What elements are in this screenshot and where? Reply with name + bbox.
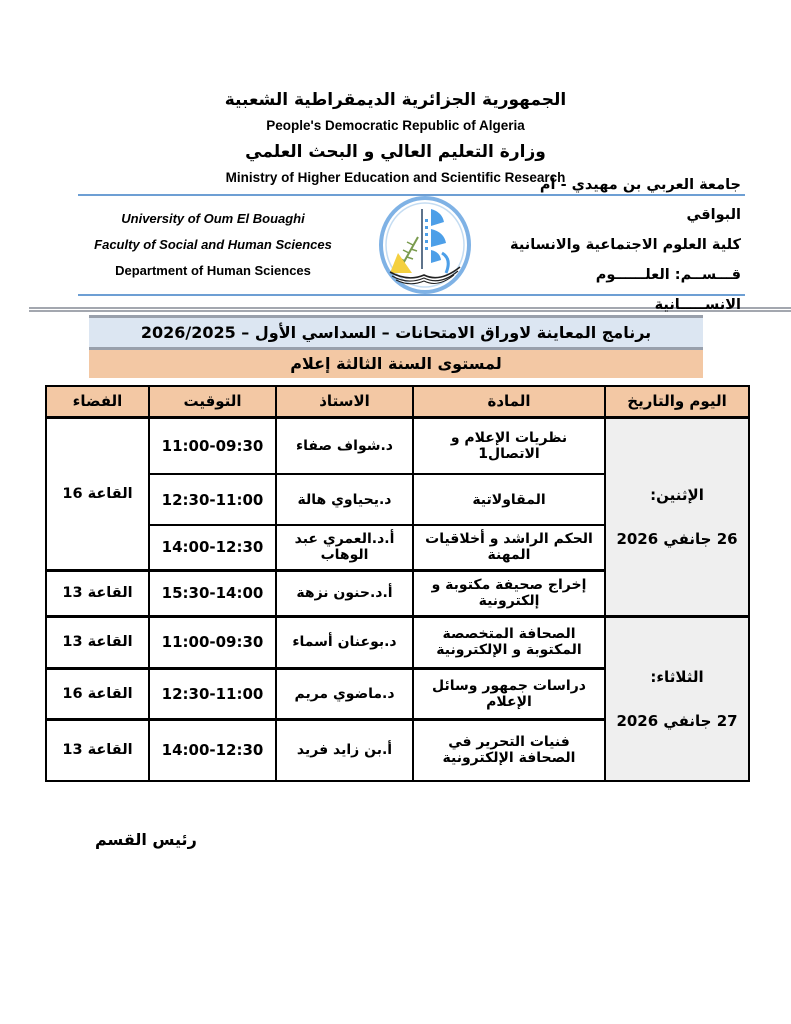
republic-title-arabic: الجمهورية الجزائرية الديمقراطية الشعبية bbox=[224, 90, 567, 110]
col-header-professor: الاستاذ bbox=[276, 386, 413, 417]
government-header bbox=[0, 0, 791, 185]
room-cell: القاعة 13 bbox=[46, 570, 149, 616]
col-header-room: الفضاء bbox=[46, 386, 149, 417]
day-date: 26 جانفي 2026 bbox=[616, 529, 738, 548]
faculty-name-arabic: كلية العلوم الاجتماعية والانسانية bbox=[510, 237, 741, 253]
professor-cell: أ.بن زايد فريد bbox=[276, 719, 413, 781]
professor-cell: أ.د.حنون نزهة bbox=[276, 570, 413, 616]
time-cell: 12:30-11:00 bbox=[149, 668, 276, 719]
republic-title-english: People's Democratic Republic of Algeria bbox=[266, 118, 525, 133]
time-cell: 12:30-11:00 bbox=[149, 474, 276, 525]
col-header-day-date: اليوم والتاريخ bbox=[605, 386, 749, 417]
institution-block-arabic bbox=[505, 170, 741, 320]
subject-cell: نظريات الإعلام و الاتصال1 bbox=[413, 417, 605, 474]
department-head-signature: رئيس القسم bbox=[95, 830, 197, 849]
subject-cell: الصحافة المتخصصة المكتوبة و الإلكترونية bbox=[413, 616, 605, 668]
room-cell: القاعة 13 bbox=[46, 719, 149, 781]
professor-cell: د.يحياوي هالة bbox=[276, 474, 413, 525]
room-cell: القاعة 16 bbox=[46, 417, 149, 570]
subject-cell: المقاولاتية bbox=[413, 474, 605, 525]
time-cell: 14:00-12:30 bbox=[149, 525, 276, 570]
ministry-title-english: Ministry of Higher Education and Scientific Research bbox=[225, 170, 566, 185]
table-header-row bbox=[46, 386, 749, 417]
level-title-bar: لمستوى السنة الثالثة إعلام bbox=[89, 347, 703, 378]
subject-cell: فنيات التحرير في الصحافة الإلكترونية bbox=[413, 719, 605, 781]
department-name-english: Department of Human Sciences bbox=[115, 263, 311, 278]
time-cell: 11:00-09:30 bbox=[149, 417, 276, 474]
professor-cell: د.بوعنان أسماء bbox=[276, 616, 413, 668]
time-cell: 14:00-12:30 bbox=[149, 719, 276, 781]
professor-cell: د.ماضوي مريم bbox=[276, 668, 413, 719]
faculty-name-english: Faculty of Social and Human Sciences bbox=[94, 237, 332, 252]
professor-cell: أ.د.العمري عبد الوهاب bbox=[276, 525, 413, 570]
table-row bbox=[46, 616, 749, 668]
col-header-subject: المادة bbox=[413, 386, 605, 417]
room-cell: القاعة 13 bbox=[46, 616, 149, 668]
university-logo bbox=[377, 195, 473, 295]
day-label: الإثنين: bbox=[650, 485, 704, 504]
institution-block-english bbox=[82, 206, 344, 284]
room-cell: القاعة 16 bbox=[46, 668, 149, 719]
university-logo-icon bbox=[378, 195, 472, 295]
university-name-english: University of Oum El Bouaghi bbox=[121, 211, 305, 226]
subject-cell: دراسات جمهور وسائل الإعلام bbox=[413, 668, 605, 719]
university-name-arabic: جامعة العربي بن مهيدي - أم البواقي bbox=[539, 177, 741, 223]
day-date: 27 جانفي 2026 bbox=[616, 711, 738, 730]
exam-schedule-table bbox=[45, 385, 750, 782]
table-row bbox=[46, 417, 749, 474]
professor-cell: د.شواف صفاء bbox=[276, 417, 413, 474]
time-cell: 11:00-09:30 bbox=[149, 616, 276, 668]
time-cell: 15:30-14:00 bbox=[149, 570, 276, 616]
ministry-title-arabic: وزارة التعليم العالي و البحث العلمي bbox=[245, 142, 546, 162]
subject-cell: إخراج صحيفة مكتوبة و إلكترونية bbox=[413, 570, 605, 616]
program-title-bar: برنامج المعاينة لاوراق الامتحانات – السداسي الأول – 2026/2025 bbox=[89, 315, 703, 347]
col-header-time: التوقيت bbox=[149, 386, 276, 417]
subject-cell: الحكم الراشد و أخلاقيات المهنة bbox=[413, 525, 605, 570]
day-cell-tuesday bbox=[605, 616, 749, 781]
department-name-arabic: قـــســم: العلــــــوم الانســـــانية bbox=[595, 267, 741, 313]
day-cell-monday bbox=[605, 417, 749, 616]
day-label: الثلاثاء: bbox=[650, 667, 704, 686]
